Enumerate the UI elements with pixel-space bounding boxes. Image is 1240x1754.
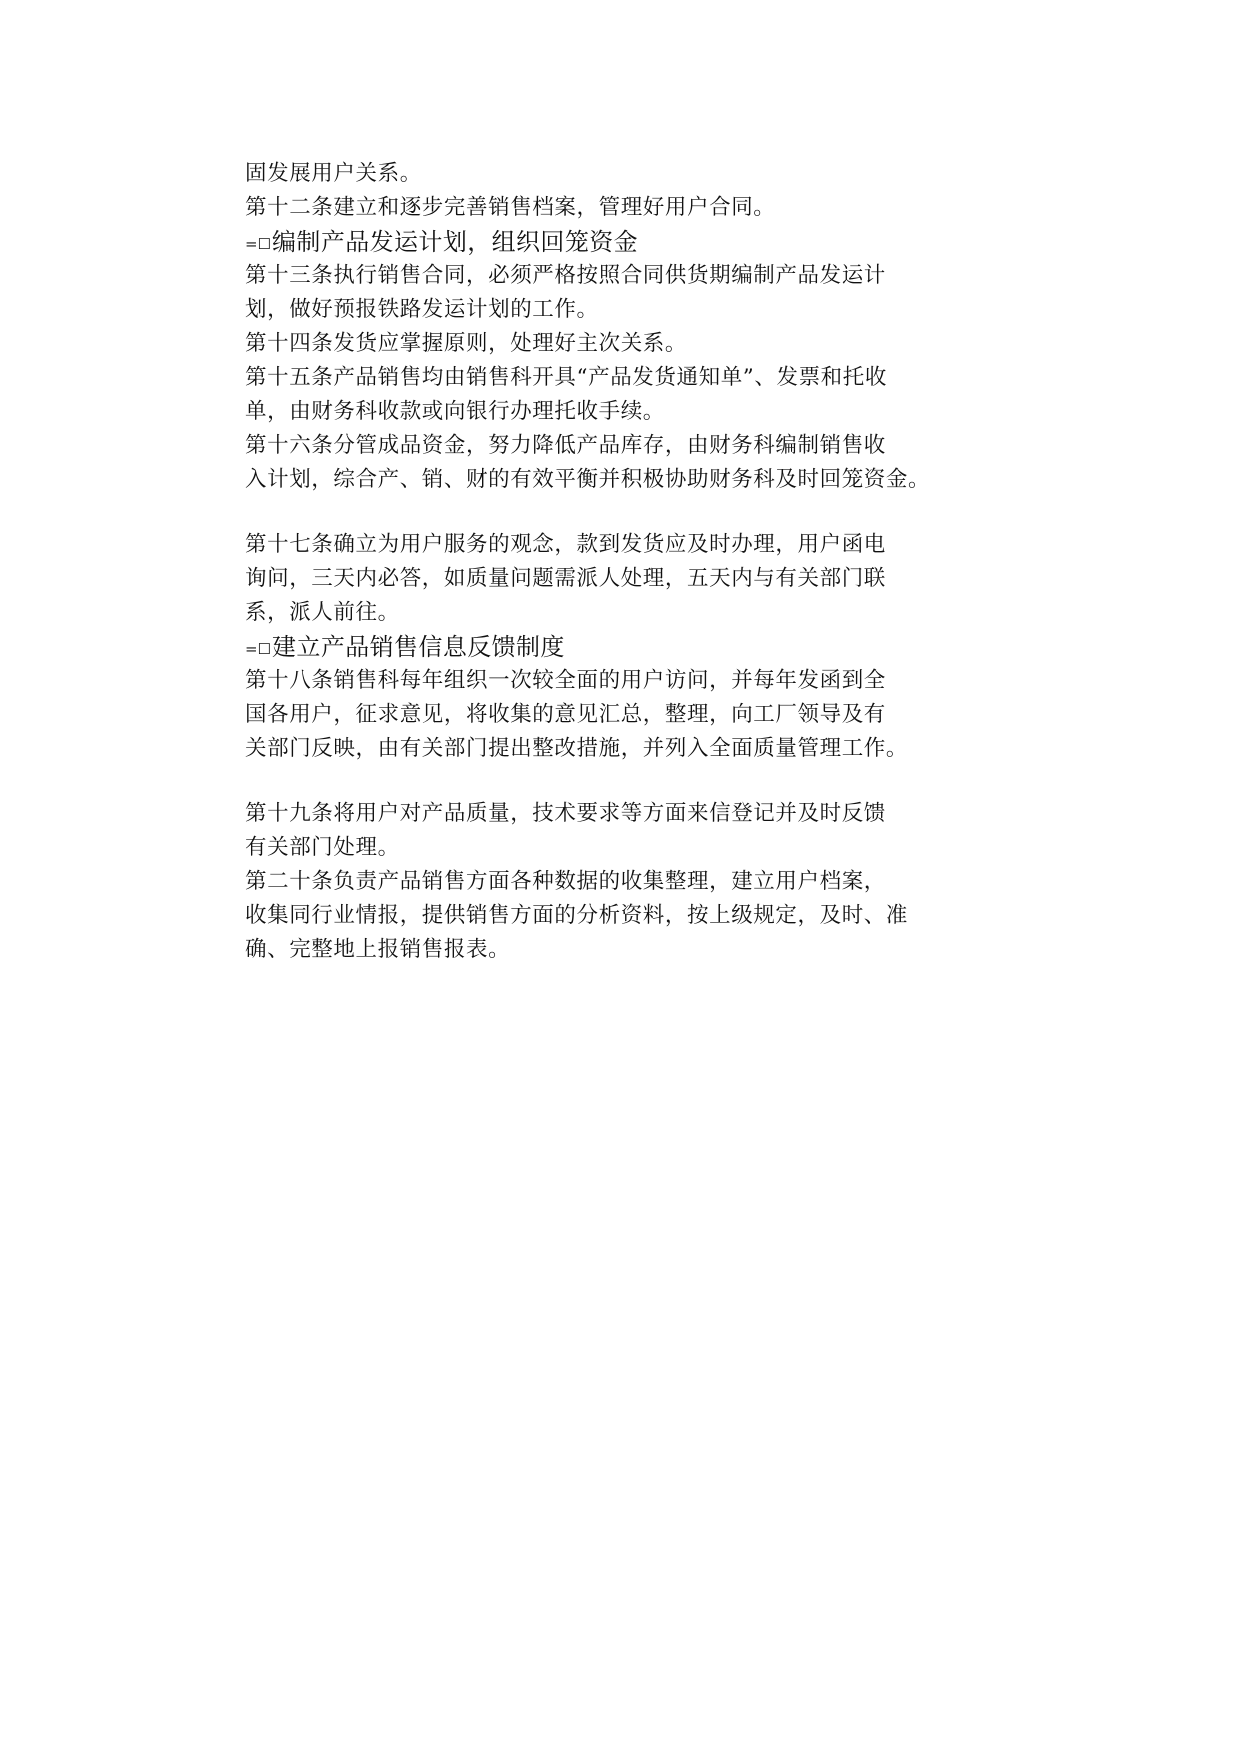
section-title: 编制产品发运计划，组织回笼资金	[272, 228, 639, 256]
text-line: 系，派人前往。	[245, 600, 400, 625]
text-line: 划，做好预报铁路发运计划的工作。	[245, 297, 599, 322]
text-line: 第二十条负责产品销售方面各种数据的收集整理，建立用户档案，	[245, 869, 886, 894]
text-line: 第十八条销售科每年组织一次较全面的用户访问，并每年发函到全	[245, 668, 886, 693]
section-title: 建立产品销售信息反馈制度	[272, 633, 565, 661]
section-heading-2	[245, 225, 905, 259]
text-line: 询问，三天内必答，如质量问题需派人处理，五天内与有关部门联	[245, 566, 886, 591]
text-line: 入计划，综合产、销、财的有效平衡并积极协助财务科及时回笼资金。	[245, 467, 931, 492]
section-marker: =☐	[245, 640, 272, 658]
text-line: 第十九条将用户对产品质量，技术要求等方面来信登记并及时反馈	[245, 801, 886, 826]
text-line: 第十五条产品销售均由销售科开具“产品发货通知单”、发票和托收	[245, 365, 887, 390]
document-body	[245, 157, 931, 967]
text-line: 确、完整地上报销售报表。	[245, 937, 511, 962]
text-line: 收集同行业情报，提供销售方面的分析资料，按上级规定，及时、准	[245, 903, 909, 928]
paragraph-gap	[245, 497, 905, 528]
text-line: 第十四条发货应掌握原则，处理好主次关系。	[245, 331, 688, 356]
text-line: 第十六条分管成品资金，努力降低产品库存，由财务科编制销售收	[245, 433, 886, 458]
section-marker: =☐	[245, 235, 272, 253]
section-heading-3	[245, 630, 905, 664]
text-line: 有关部门处理。	[245, 835, 400, 860]
text-line: 第十二条建立和逐步完善销售档案，管理好用户合同。	[245, 195, 776, 220]
text-line: 第十三条执行销售合同，必须严格按照合同供货期编制产品发运计	[245, 263, 886, 288]
paragraph-gap	[245, 766, 905, 797]
text-line: 单，由财务科收款或向银行办理托收手续。	[245, 399, 665, 424]
text-line: 关部门反映，由有关部门提出整改措施，并列入全面质量管理工作。	[245, 736, 909, 761]
text-line: 固发展用户关系。	[245, 161, 422, 186]
text-line: 国各用户，征求意见，将收集的意见汇总，整理，向工厂领导及有	[245, 702, 886, 727]
text-line: 第十七条确立为用户服务的观念，款到发货应及时办理，用户函电	[245, 532, 886, 557]
